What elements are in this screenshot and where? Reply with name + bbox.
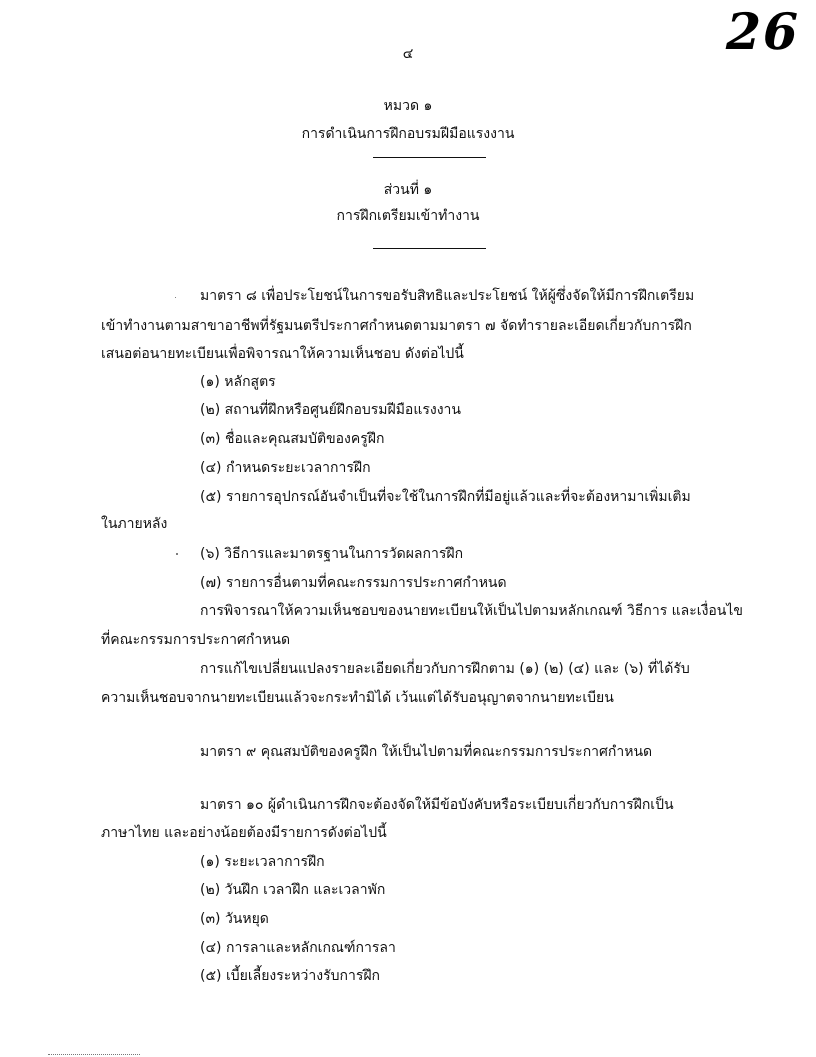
section10-item-2: (๒) วันฝึก เวลาฝึก และเวลาพัก — [200, 882, 386, 898]
section8-item-2: (๒) สถานที่ฝึกหรือศูนย์ฝึกอบรมฝีมือแรงงาน — [200, 402, 461, 418]
section8-item-7: (๗) รายการอื่นตามที่คณะกรรมการประกาศกำหนด — [200, 575, 507, 591]
chapter-title: การดำเนินการฝึกอบรมฝีมือแรงงาน — [301, 126, 515, 142]
part-title: การฝึกเตรียมเข้าทำงาน — [336, 208, 480, 224]
part-divider — [373, 248, 486, 249]
section8-para3-line1: การแก้ไขเปลี่ยนแปลงรายละเอียดเกี่ยวกับการฝึกตาม (๑) (๒) (๔) และ (๖) ที่ได้รับ — [200, 661, 690, 677]
section8-line3: เสนอต่อนายทะเบียนเพื่อพิจารณาให้ความเห็นชอบ ดังต่อไปนี้ — [101, 346, 464, 362]
footnote-rule — [48, 1054, 140, 1055]
section8-item-3: (๓) ชื่อและคุณสมบัติของครูฝึก — [200, 431, 385, 447]
section8-para2-line2: ที่คณะกรรมการประกาศกำหนด — [101, 632, 291, 648]
section8-item-4: (๔) กำหนดระยะเวลาการฝึก — [200, 460, 371, 476]
section10-item-3: (๓) วันหยุด — [200, 911, 269, 927]
section8-para3-line2: ความเห็นชอบจากนายทะเบียนแล้วจะกระทำมิได้ เว้นแต่ได้รับอนุญาตจากนายทะเบียน — [101, 690, 614, 706]
section10-item-1: (๑) ระยะเวลาการฝึก — [200, 854, 325, 870]
chapter-divider — [373, 157, 486, 158]
chapter-label: หมวด ๑ — [383, 98, 433, 114]
section8-item-1: (๑) หลักสูตร — [200, 374, 276, 390]
section10-line2: ภาษาไทย และอย่างน้อยต้องมีรายการดังต่อไปนี้ — [101, 825, 387, 841]
section8-item-6: (๖) วิธีการและมาตรฐานในการวัดผลการฝึก — [200, 546, 464, 562]
handwritten-page-number: 26 — [719, 2, 806, 61]
scan-speck — [176, 553, 178, 555]
section10-item-5: (๕) เบี้ยเลี้ยงระหว่างรับการฝึก — [200, 968, 381, 984]
section9-text: มาตรา ๙ คุณสมบัติของครูฝึก ให้เป็นไปตามที่คณะกรรมการประกาศกำหนด — [200, 744, 653, 760]
section10-item-4: (๔) การลาและหลักเกณฑ์การลา — [200, 940, 396, 956]
section10-line1: มาตรา ๑๐ ผู้ดำเนินการฝึกจะต้องจัดให้มีข้อบังคับหรือระเบียบเกี่ยวกับการฝึกเป็น — [200, 797, 674, 813]
page-number: ๔ — [402, 46, 414, 62]
scan-speck — [175, 297, 176, 298]
section8-item-5: (๕) รายการอุปกรณ์อันจำเป็นที่จะใช้ในการฝึกที่มีอยู่แล้วและที่จะต้องหามาเพิ่มเติม — [200, 489, 691, 505]
section8-para2-line1: การพิจารณาให้ความเห็นชอบของนายทะเบียนให้เป็นไปตามหลักเกณฑ์ วิธีการ และเงื่อนไข — [200, 603, 743, 619]
part-label: ส่วนที่ ๑ — [383, 182, 433, 198]
section8-line2: เข้าทำงานตามสาขาอาชีพที่รัฐมนตรีประกาศกำหนดตามมาตรา ๗ จัดทำรายละเอียดเกี่ยวกับการฝึก — [101, 318, 692, 334]
section8-item-5-continuation: ในภายหลัง — [101, 516, 168, 532]
section8-line1: มาตรา ๘ เพื่อประโยชน์ในการขอรับสิทธิและประโยชน์ ให้ผู้ซึ่งจัดให้มีการฝึกเตรียม — [200, 288, 695, 304]
